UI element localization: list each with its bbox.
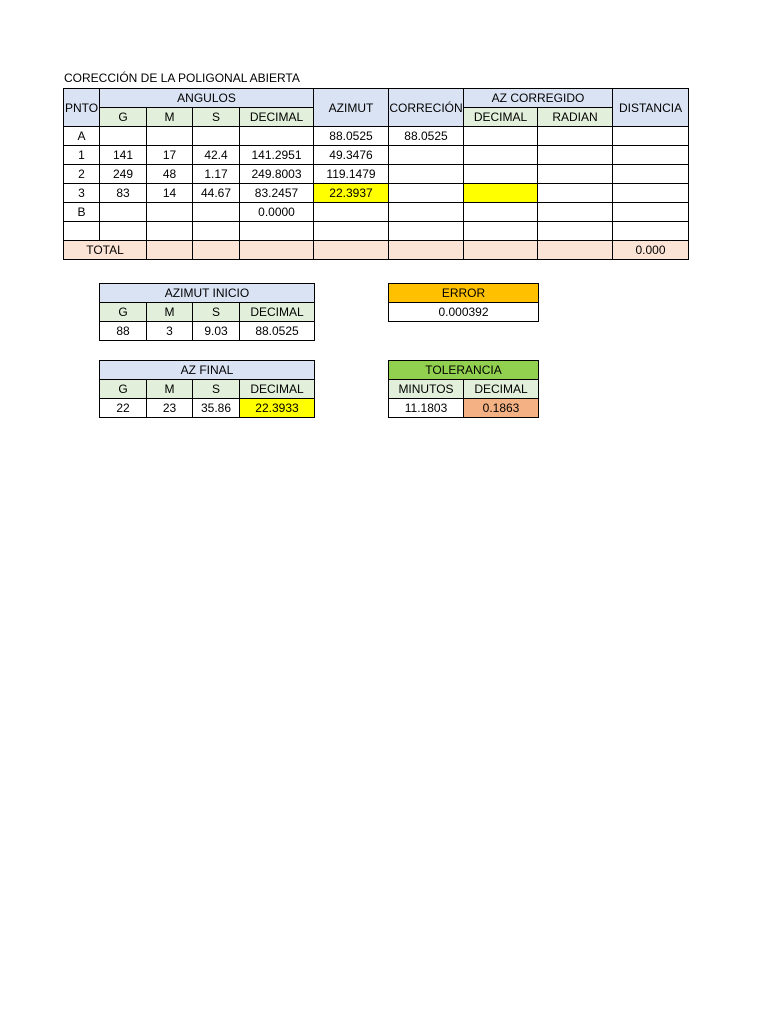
cell-g[interactable]: 141	[100, 146, 147, 165]
azimut-inicio-s[interactable]: 9.03	[193, 322, 240, 341]
error-value[interactable]: 0.000392	[389, 303, 539, 322]
header-decimal[interactable]: DECIMAL	[240, 380, 315, 399]
cell-correcion[interactable]	[389, 222, 464, 241]
azimut-inicio-table	[99, 283, 315, 341]
cell-azimut[interactable]: 88.0525	[314, 127, 389, 146]
cell-correcion[interactable]	[389, 184, 464, 203]
cell-m[interactable]: 48	[147, 165, 193, 184]
cell-m[interactable]: 17	[147, 146, 193, 165]
total-cell[interactable]	[389, 241, 464, 260]
cell-az-radian[interactable]	[538, 184, 613, 203]
cell-distancia[interactable]	[613, 146, 689, 165]
table-row	[64, 146, 689, 165]
header-az-radian[interactable]: RADIAN	[538, 108, 613, 127]
cell-g[interactable]	[100, 203, 147, 222]
cell-decimal[interactable]	[240, 127, 314, 146]
cell-m[interactable]	[147, 203, 193, 222]
cell-azimut[interactable]	[314, 222, 389, 241]
table-row	[64, 165, 689, 184]
total-cell[interactable]	[464, 241, 538, 260]
cell-distancia[interactable]	[613, 222, 689, 241]
total-label[interactable]: TOTAL	[64, 241, 147, 260]
cell-azimut-highlight[interactable]: 22.3937	[314, 184, 389, 203]
cell-az-decimal[interactable]	[464, 146, 538, 165]
cell-s[interactable]: 1.17	[193, 165, 240, 184]
header-distancia[interactable]: DISTANCIA	[613, 89, 689, 127]
header-pnto[interactable]: PNTO	[64, 89, 100, 127]
cell-az-radian[interactable]	[538, 222, 613, 241]
total-cell[interactable]	[314, 241, 389, 260]
cell-correcion[interactable]	[389, 165, 464, 184]
cell-distancia[interactable]	[613, 165, 689, 184]
cell-correcion[interactable]	[389, 146, 464, 165]
cell-az-decimal[interactable]	[464, 165, 538, 184]
header-m[interactable]: M	[147, 108, 193, 127]
header-az-decimal[interactable]: DECIMAL	[464, 108, 538, 127]
header-correcion[interactable]: CORRECIÓN	[389, 89, 464, 127]
tolerancia-minutos[interactable]: 11.1803	[389, 399, 464, 418]
cell-g[interactable]	[100, 127, 147, 146]
cell-azimut[interactable]: 49.3476	[314, 146, 389, 165]
header-angulos[interactable]: ANGULOS	[100, 89, 314, 108]
cell-decimal[interactable]: 0.0000	[240, 203, 314, 222]
cell-m[interactable]: 14	[147, 184, 193, 203]
cell-correcion[interactable]	[389, 203, 464, 222]
header-decimal[interactable]: DECIMAL	[464, 380, 539, 399]
cell-pnto[interactable]: 2	[64, 165, 100, 184]
cell-decimal[interactable]: 141.2951	[240, 146, 314, 165]
az-final-m[interactable]: 23	[147, 399, 193, 418]
header-az-corregido[interactable]: AZ CORREGIDO	[464, 89, 613, 108]
table-row	[64, 222, 689, 241]
cell-az-radian[interactable]	[538, 127, 613, 146]
table-row	[64, 184, 689, 203]
error-table	[388, 283, 539, 322]
total-row	[64, 241, 689, 260]
cell-decimal[interactable]: 83.2457	[240, 184, 314, 203]
cell-s[interactable]: 42.4	[193, 146, 240, 165]
total-cell[interactable]	[240, 241, 314, 260]
cell-az-decimal-highlight[interactable]	[464, 184, 538, 203]
header-m[interactable]: M	[147, 303, 193, 322]
cell-distancia[interactable]	[613, 203, 689, 222]
cell-az-decimal[interactable]	[464, 222, 538, 241]
cell-azimut[interactable]: 119.1479	[314, 165, 389, 184]
error-title[interactable]: ERROR	[389, 284, 539, 303]
header-g[interactable]: G	[100, 380, 147, 399]
header-s[interactable]: S	[193, 303, 240, 322]
cell-s[interactable]	[193, 127, 240, 146]
cell-pnto[interactable]: 1	[64, 146, 100, 165]
cell-az-decimal[interactable]	[464, 203, 538, 222]
cell-decimal[interactable]	[240, 222, 314, 241]
header-decimal[interactable]: DECIMAL	[240, 303, 315, 322]
cell-az-radian[interactable]	[538, 146, 613, 165]
header-g[interactable]: G	[100, 108, 147, 127]
cell-correcion[interactable]: 88.0525	[389, 127, 464, 146]
poligonal-table	[63, 88, 689, 260]
az-final-g[interactable]: 22	[100, 399, 147, 418]
header-s[interactable]: S	[193, 380, 240, 399]
cell-pnto[interactable]: B	[64, 203, 100, 222]
total-cell[interactable]	[193, 241, 240, 260]
cell-g[interactable]: 249	[100, 165, 147, 184]
header-decimal[interactable]: DECIMAL	[240, 108, 314, 127]
az-final-s[interactable]: 35.86	[193, 399, 240, 418]
cell-az-radian[interactable]	[538, 203, 613, 222]
table-row	[64, 127, 689, 146]
cell-pnto[interactable]: A	[64, 127, 100, 146]
azimut-inicio-m[interactable]: 3	[147, 322, 193, 341]
total-cell[interactable]	[538, 241, 613, 260]
azimut-inicio-g[interactable]: 88	[100, 322, 147, 341]
header-azimut[interactable]: AZIMUT	[314, 89, 389, 127]
az-final-table	[99, 360, 315, 418]
header-m[interactable]: M	[147, 380, 193, 399]
cell-m[interactable]	[147, 127, 193, 146]
cell-distancia[interactable]	[613, 127, 689, 146]
cell-g[interactable]: 83	[100, 184, 147, 203]
cell-g[interactable]	[100, 222, 147, 241]
cell-az-radian[interactable]	[538, 165, 613, 184]
tolerancia-decimal[interactable]: 0.1863	[464, 399, 539, 418]
cell-m[interactable]	[147, 222, 193, 241]
az-final-decimal[interactable]: 22.3933	[240, 399, 315, 418]
cell-az-decimal[interactable]	[464, 127, 538, 146]
azimut-inicio-decimal[interactable]: 88.0525	[240, 322, 315, 341]
total-cell[interactable]	[147, 241, 193, 260]
header-g[interactable]: G	[100, 303, 147, 322]
cell-azimut[interactable]	[314, 203, 389, 222]
cell-pnto[interactable]: 3	[64, 184, 100, 203]
cell-s[interactable]: 44.67	[193, 184, 240, 203]
az-final-title[interactable]: AZ FINAL	[100, 361, 315, 380]
cell-pnto[interactable]	[64, 222, 100, 241]
sheet-title: CORECCIÓN DE LA POLIGONAL ABIERTA	[64, 71, 300, 85]
azimut-inicio-title[interactable]: AZIMUT INICIO	[100, 284, 315, 303]
cell-s[interactable]	[193, 203, 240, 222]
tolerancia-table	[388, 360, 539, 418]
table-row	[64, 203, 689, 222]
total-distancia[interactable]: 0.000	[613, 241, 689, 260]
tolerancia-title[interactable]: TOLERANCIA	[389, 361, 539, 380]
header-s[interactable]: S	[193, 108, 240, 127]
cell-s[interactable]	[193, 222, 240, 241]
cell-distancia[interactable]	[613, 184, 689, 203]
cell-decimal[interactable]: 249.8003	[240, 165, 314, 184]
header-minutos[interactable]: MINUTOS	[389, 380, 464, 399]
